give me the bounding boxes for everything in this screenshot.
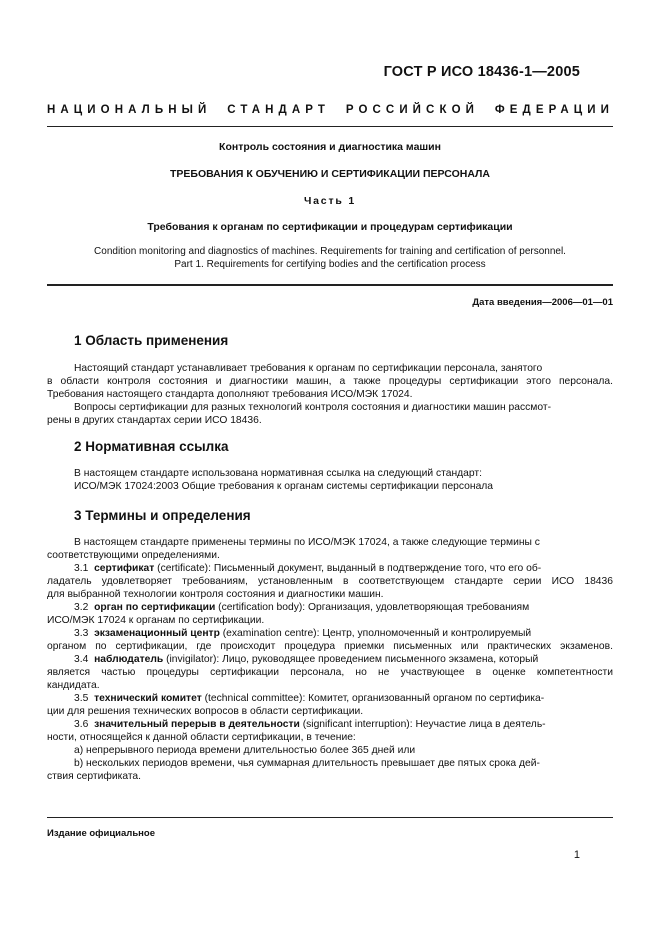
term-3-6-line-2: ности, относящейся к данной области сертификации, в течение:	[47, 732, 356, 743]
term-3-1	[74, 562, 613, 575]
divider-thick	[47, 284, 613, 286]
part-label: Часть 1	[303, 195, 356, 207]
s1-line-3: Требования настоящего стандарта дополняют требования ИСО/МЭК 17024.	[47, 389, 413, 400]
term-3-3	[74, 627, 613, 640]
term-3-4-number: 3.4	[74, 654, 89, 665]
s1-line-1: Настоящий стандарт устанавливает требования к органам по сертификации персонала, занятого	[74, 363, 543, 374]
term-3-6-item-a: a) непрерывного периода времени длительностью более 365 дней или	[74, 745, 416, 756]
publication-label: Издание официальное	[47, 828, 155, 839]
term-3-3-line-2: органом по сертификации, где происходит процедура приемки письменных или практических экзаменов.	[47, 641, 613, 652]
term-3-5-number: 3.5	[74, 693, 89, 704]
section-2-heading: 2 Нормативная ссылка	[74, 439, 229, 454]
subtitle: Требования к органам по сертификации и процедурам сертификации	[147, 221, 513, 233]
s1-line-2: в области контроля состояния и диагностики машин, а также процедуры сертификации этого персонала.	[47, 376, 613, 387]
term-3-6-line-1: (significant interruption): Неучастие лица в деятель-	[299, 719, 546, 730]
term-3-3-number: 3.3	[74, 628, 89, 639]
term-3-2	[74, 601, 613, 614]
term-3-6	[74, 718, 613, 731]
term-3-6-title: значительный перерыв в деятельности	[94, 719, 300, 730]
term-3-3-title: экзаменационный центр	[94, 628, 220, 639]
s1-line-4: Вопросы сертификации для разных технологий контроля состояния и диагностики машин рассмот-	[74, 402, 552, 413]
page-number: 1	[573, 849, 580, 861]
divider-bottom	[47, 817, 613, 818]
effective-date: Дата введения—2006—01—01	[472, 297, 613, 308]
title-line-2: ТРЕБОВАНИЯ К ОБУЧЕНИЮ И СЕРТИФИКАЦИИ ПЕРСОНАЛА	[169, 168, 491, 180]
s3-intro-line-1: В настоящем стандарте применены термины по ИСО/МЭК 17024, а также следующие термины с	[74, 537, 540, 548]
term-3-5-line-2: ции для решения технических вопросов в области сертификации.	[47, 706, 364, 717]
term-3-5-title: технический комитет	[94, 693, 202, 704]
term-3-3-line-1: (examination centre): Центр, уполномоченный и контролируемый	[219, 628, 532, 639]
s1-line-5: рены в других стандартах серии ИСО 18436.	[47, 415, 262, 426]
divider-top	[47, 126, 613, 127]
term-3-6-number: 3.6	[74, 719, 89, 730]
term-3-2-number: 3.2	[74, 602, 89, 613]
section-1-heading: 1 Область применения	[74, 333, 229, 348]
s3-intro-line-2: соответствующими определениями.	[47, 550, 220, 561]
term-3-6-item-b-line-2: ствия сертификата.	[47, 771, 142, 782]
term-3-2-line-1: (certification body): Организация, удовлетворяющая требованиям	[215, 602, 530, 613]
term-3-4-line-3: кандидата.	[47, 680, 100, 691]
term-3-2-title: орган по сертификации	[94, 602, 216, 613]
term-3-1-line-1: (certificate): Письменный документ, выданный в подтверждение того, что его об-	[154, 563, 542, 574]
term-3-5-line-1: (technical committee): Комитет, организованный органом по сертифика-	[201, 693, 545, 704]
term-3-5	[74, 692, 613, 705]
english-title-line-2: Part 1. Requirements for certifying bodies and the certification process	[174, 259, 486, 270]
term-3-1-line-3: для выбранной технологии контроля состояния и диагностики машин.	[47, 589, 384, 600]
term-3-4-line-1: (invigilator): Лицо, руководящее проведением письменного экзамена, который	[163, 654, 539, 665]
term-3-1-number: 3.1	[74, 563, 89, 574]
term-3-4	[74, 653, 613, 666]
section-3-heading: 3 Термины и определения	[74, 508, 251, 523]
term-3-4-title: наблюдатель	[94, 654, 164, 665]
term-3-1-line-2: ладатель удовлетворяет требованиям, установленным в соответствующем стандарте серии ИСО 18436	[47, 576, 613, 587]
s2-line-2: ИСО/МЭК 17024:2003 Общие требования к органам системы сертификации персонала	[74, 481, 494, 492]
term-3-4-line-2: является частью процедуры сертификации персонала, но не участвующее в оценке компетентности	[47, 667, 613, 678]
document-code: ГОСТ Р ИСО 18436-1—2005	[383, 64, 580, 80]
english-title-line-1: Condition monitoring and diagnostics of machines. Requirements for training and certification of personnel.	[94, 246, 566, 257]
term-3-2-line-2: ИСО/МЭК 17024 к органам по сертификации.	[47, 615, 265, 626]
title-line-1: Контроль состояния и диагностика машин	[219, 141, 441, 153]
term-3-1-title: сертификат	[94, 563, 155, 574]
term-3-6-item-b: b) нескольких периодов времени, чья суммарная длительность превышает две пятых срока дей-	[74, 758, 540, 769]
s2-line-1: В настоящем стандарте использована нормативная ссылка на следующий стандарт:	[74, 468, 482, 479]
national-standard-banner: НАЦИОНАЛЬНЫЙ СТАНДАРТ РОССИЙСКОЙ ФЕДЕРАЦИИ	[47, 104, 614, 116]
